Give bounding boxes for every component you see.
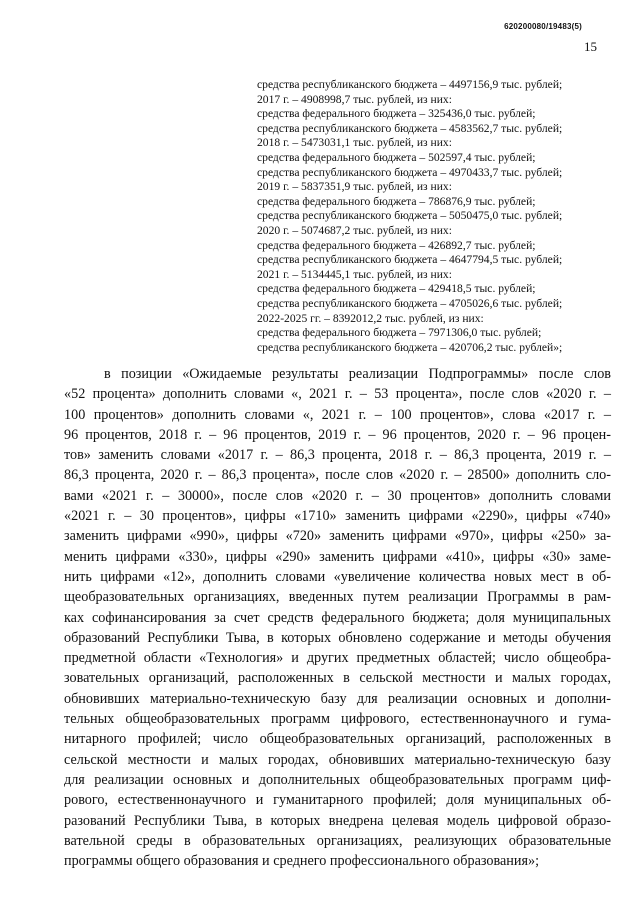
budget-line: средства федерального бюджета – 786876,9 тыс. рублей;	[257, 194, 536, 208]
paragraph-line: «2021 г. – 30 процентов», цифры «1710» заменить цифрами «2290», цифры «740»	[64, 508, 611, 525]
budget-line: средства республиканского бюджета – 4497156,9 тыс. рублей;	[257, 78, 563, 91]
paragraph-line: обновивших материально-техническую базу для реализации основных и дополни-	[64, 690, 611, 707]
budget-line: средства республиканского бюджета – 4970433,7 тыс. рублей;	[257, 165, 563, 179]
budget-line: 2019 г. – 5837351,9 тыс. рублей, из них:	[257, 180, 452, 194]
budget-line: средства федерального бюджета – 426892,7 тыс. рублей;	[257, 238, 536, 252]
paragraph-line: для реализации основных и дополнительных общеобразовательных программ циф-	[64, 771, 611, 788]
budget-line: 2018 г. – 5473031,1 тыс. рублей, из них:	[257, 136, 452, 150]
paragraph-line: предметной области «Технология» и других предметных областей; число общеобра-	[64, 650, 611, 667]
budget-line: средства федерального бюджета – 429418,5 тыс. рублей;	[257, 282, 536, 296]
paragraph-line: в позиции «Ожидаемые результаты реализации Подпрограммы» после слов	[104, 366, 611, 382]
paragraph-line: тельных общеобразовательных программ цифрового, естественнонаучного и гума-	[64, 711, 611, 728]
budget-line: средства республиканского бюджета – 4705026,6 тыс. рублей;	[257, 296, 563, 310]
paragraph-line: менить цифрами «330», цифры «290» заменить цифрами «410», цифры «30» заме-	[64, 548, 611, 565]
paragraph-line: разований Республики Тыва, в которых внедрена целевая модель цифровой образо-	[64, 812, 611, 829]
budget-line: 2017 г. – 4908998,7 тыс. рублей, из них:	[257, 92, 452, 106]
paragraph-line: образований Республики Тыва, в которых обновлено содержание и методы обучения	[64, 629, 611, 646]
budget-line: средства республиканского бюджета – 4647794,5 тыс. рублей;	[257, 253, 563, 267]
budget-line: средства федерального бюджета – 325436,0 тыс. рублей;	[257, 107, 536, 121]
budget-line: средства республиканского бюджета – 4583562,7 тыс. рублей;	[257, 121, 563, 135]
budget-line: 2022-2025 гг. – 8392012,2 тыс. рублей, из них:	[257, 311, 484, 325]
document-registration-number: 620200080/19483(5)	[504, 22, 582, 31]
paragraph-line: ках софинансирования за счет средств федерального бюджета; доля муниципальных	[64, 609, 611, 626]
budget-breakdown-list	[257, 78, 617, 355]
paragraph-line: «52 процента» дополнить словами «, 2021 г. – 53 процента», после слов «2020 г. –	[64, 386, 611, 403]
paragraph-line: нить цифрами «12», дополнить словами «увеличение количества новых мест в об-	[64, 568, 611, 585]
paragraph-line: сельской местности и малых городах, обновивших материально-техническую базу	[64, 751, 611, 768]
paragraph-line: 100 процентов» дополнить словами «, 2021 г. – 100 процентов», слова «2017 г. –	[64, 406, 611, 423]
budget-line: средства федерального бюджета – 502597,4 тыс. рублей;	[257, 150, 536, 164]
amendment-paragraph	[64, 364, 611, 871]
paragraph-line: 86,3 процента, 2020 г. – 86,3 процента», после слов «2020 г. – 28500» дополнить сло-	[64, 467, 611, 484]
paragraph-line: тов» заменить словами «2017 г. – 86,3 процента, 2018 г. – 86,3 процента, 2019 г. –	[64, 447, 611, 464]
paragraph-line: нитарного профилей; число общеобразовательных организаций, расположенных в	[64, 731, 611, 748]
budget-line: 2021 г. – 5134445,1 тыс. рублей, из них:	[257, 267, 452, 281]
paragraph-line: вательной среды в образовательных организациях, реализующих образовательные	[64, 832, 611, 849]
page-number: 15	[584, 39, 597, 54]
paragraph-line: щеобразовательных организациях, введенных путем реализации Программы в рам-	[64, 589, 611, 606]
budget-line: средства республиканского бюджета – 5050475,0 тыс. рублей;	[257, 209, 563, 223]
paragraph-line: рового, естественнонаучного и гуманитарного профилей; доля муниципальных об-	[64, 792, 611, 809]
budget-line: средства республиканского бюджета – 420706,2 тыс. рублей»;	[257, 340, 563, 354]
budget-line: 2020 г. – 5074687,2 тыс. рублей, из них:	[257, 223, 452, 237]
paragraph-line: вами «2021 г. – 30000», после слов «2020 г. – 30 процентов» дополнить словами	[64, 487, 611, 504]
budget-line: средства федерального бюджета – 7971306,0 тыс. рублей;	[257, 326, 542, 340]
paragraph-line: 96 процентов, 2018 г. – 96 процентов, 2019 г. – 96 процентов, 2020 г. – 96 процен-	[64, 426, 611, 443]
paragraph-line: заменить цифрами «990», цифры «720» заменить цифрами «970», цифры «250» за-	[64, 528, 611, 545]
paragraph-line: программы общего образования и среднего профессионального образования»;	[64, 853, 540, 870]
paragraph-line: зовательных организаций, расположенных в сельской местности и малых городах,	[64, 670, 611, 687]
